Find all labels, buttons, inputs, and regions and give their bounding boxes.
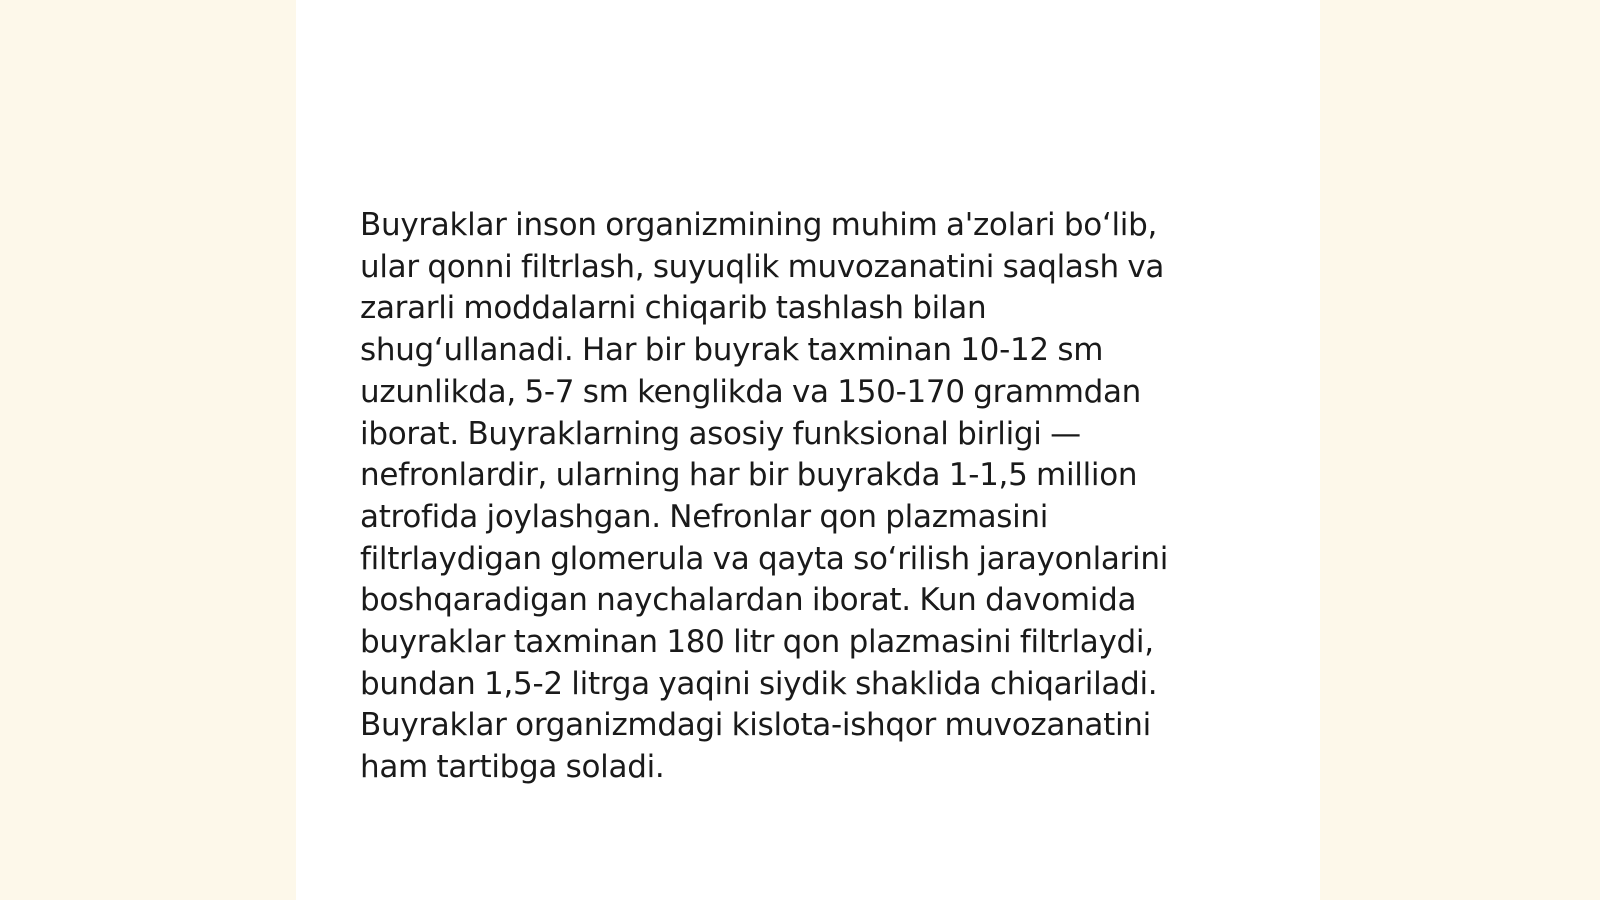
- slide-body-text: [360, 205, 1240, 789]
- body-text-line: uzunlikda, 5-7 sm kenglikda va 150-170 grammdan: [360, 373, 1142, 410]
- body-text-line: ular qonni filtrlash, suyuqlik muvozanatini saqlash va: [360, 248, 1165, 285]
- body-text-line: Buyraklar organizmdagi kislota-ishqor muvozanatini: [360, 707, 1151, 744]
- body-text-line: filtrlaydigan glomerula va qayta so‘rilish jarayonlarini: [360, 540, 1169, 577]
- body-text-line: nefronlardir, ularning har bir buyrakda 1-1,5 million: [360, 457, 1138, 494]
- body-text-line: atrofida joylashgan. Nefronlar qon plazmasini: [360, 498, 1049, 535]
- slide-canvas: [296, 0, 1320, 900]
- body-text-line: iborat. Buyraklarning asosiy funksional birligi —: [360, 415, 1081, 452]
- body-text-line: zararli moddalarni chiqarib tashlash bilan: [360, 290, 987, 327]
- body-text-line: buyraklar taxminan 180 litr qon plazmasini filtrlaydi,: [360, 624, 1154, 661]
- body-text-line: ham tartibga soladi.: [360, 749, 665, 786]
- body-text-line: Buyraklar inson organizmining muhim a'zolari bo‘lib,: [360, 207, 1158, 243]
- body-text-line: shug‘ullanadi. Har bir buyrak taxminan 10-12 sm: [360, 332, 1104, 369]
- body-text-line: bundan 1,5-2 litrga yaqini siydik shaklida chiqariladi.: [360, 665, 1158, 702]
- body-text-line: boshqaradigan naychalardan iborat. Kun davomida: [360, 582, 1137, 619]
